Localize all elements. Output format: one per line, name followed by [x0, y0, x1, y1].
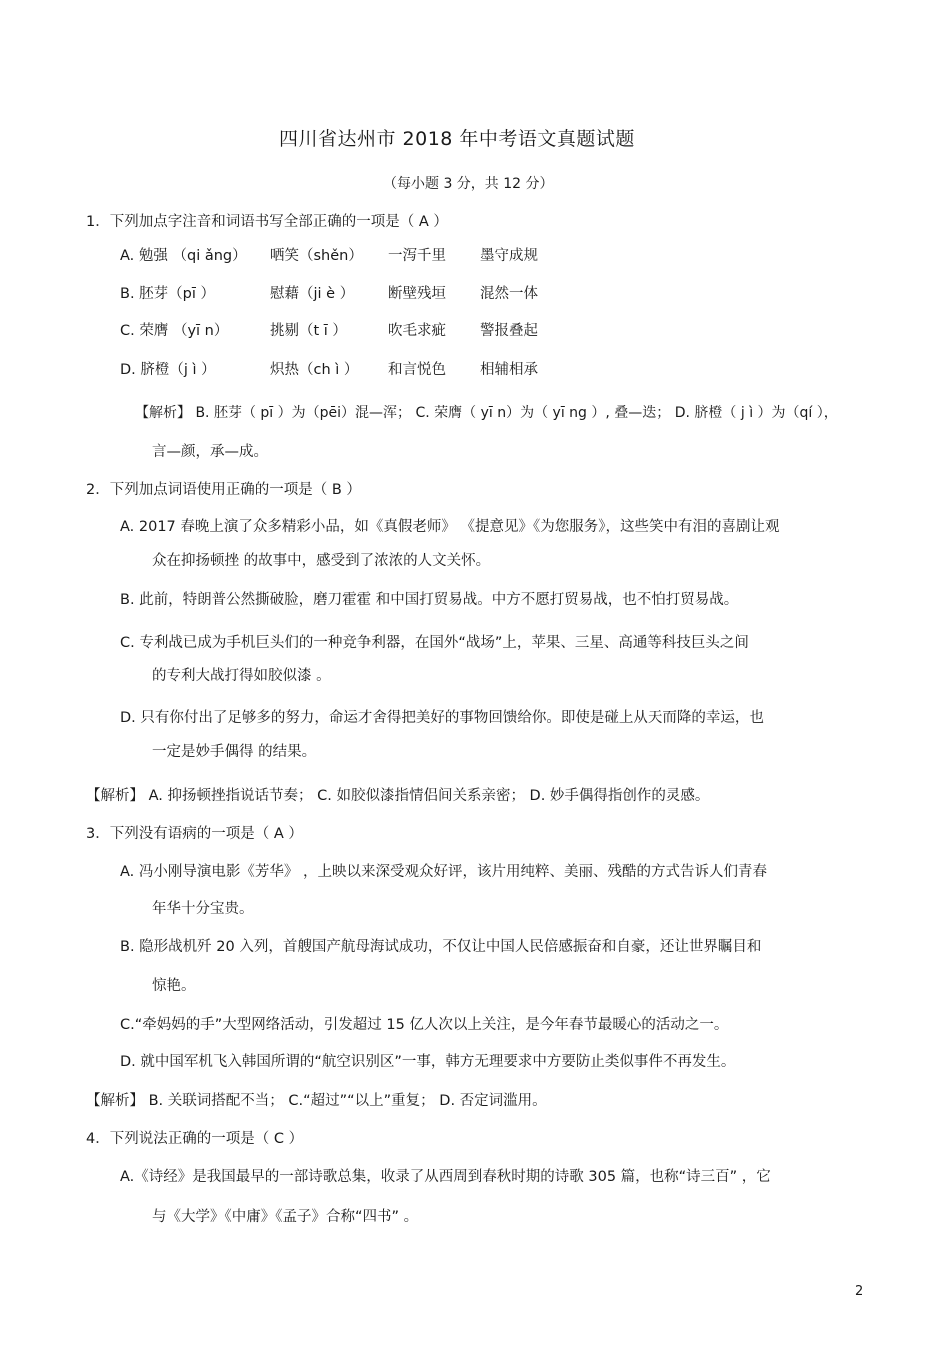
page-number: 2: [855, 1284, 864, 1299]
q2-b-line1: B. 此前，特朗普公然撕破脸，磨刀霍霍 和中国打贸易战。中方不愿打贸易战，也不怕打贸易战。: [120, 592, 739, 608]
q1-c-col3: 吹毛求疵: [388, 323, 446, 339]
document-subtitle: （每小题 3 分，共 12 分）: [383, 176, 554, 192]
q1-d-col1: D. 脐橙（j ì ）: [120, 362, 216, 378]
q2-d-line2: 一定是妙手偶得 的结果。: [152, 744, 317, 760]
q1-c-col1: C. 荣膺 （yī n）: [120, 323, 229, 339]
q3-b-line1: B. 隐形战机歼 20 入列，首艘国产航母海试成功，不仅让中国人民倍感振奋和自豪，还让世界瞩目和: [120, 939, 762, 955]
question-2-analysis: 【解析】 A. 抑扬顿挫指说话节奏； C. 如胶似漆指情侣间关系亲密； D. 妙手偶得指创作的灵感。: [86, 788, 710, 804]
q3-d-line1: D. 就中国军机飞入韩国所谓的“航空识别区”一事，韩方无理要求中方要防止类似事件不再发生。: [120, 1054, 736, 1070]
q3-c-line1: C.“牵妈妈的手”大型网络活动，引发超过 15 亿人次以上关注，是今年春节最暖心的活动之一。: [120, 1017, 729, 1033]
q1-d-col4: 相辅相承: [480, 362, 538, 378]
q1-d-col3: 和言悦色: [388, 362, 446, 378]
q4-a-line2: 与《大学》《中庸》《孟子》合称“四书” 。: [152, 1209, 419, 1225]
q3-a-line1: A. 冯小刚导演电影《芳华》 ，上映以来深受观众好评，该片用纯粹、美丽、残酷的方式告诉人们青春: [120, 864, 767, 880]
q2-d-line1: D. 只有你付出了足够多的努力，命运才舍得把美好的事物回馈给你。即使是碰上从天而降的幸运，也: [120, 710, 764, 726]
q4-a-line1: A.《诗经》是我国最早的一部诗歌总集，收录了从西周到春秋时期的诗歌 305 篇，也称“诗三百” ，它: [120, 1169, 771, 1185]
q3-a-line2: 年华十分宝贵。: [152, 901, 254, 917]
q2-a-line1: A. 2017 春晚上演了众多精彩小品，如《真假老师》 《提意见》《为您服务》，这些笑中有泪的喜剧让观: [120, 519, 780, 535]
q2-a-line2: 众在抑扬顿挫 的故事中，感受到了浓浓的人文关怀。: [152, 553, 491, 569]
question-1-analysis-line1: 【解析】 B. 胚芽（ pī ）为（pēi）混—浑； C. 荣膺（ yī n）为（ yī ng ）, 叠—迭； D. 脐橙（ j ì ）为（qí ），: [135, 405, 838, 421]
question-4-stem: 4．下列说法正确的一项是（ C ）: [86, 1131, 304, 1147]
question-3-analysis: 【解析】 B. 关联词搭配不当； C.“超过”“以上”重复； D. 否定词滥用。: [86, 1093, 547, 1109]
question-3-stem: 3．下列没有语病的一项是（ A ）: [86, 826, 303, 842]
q1-b-col1: B. 胚芽（pī ）: [120, 286, 216, 302]
q3-b-line2: 惊艳。: [152, 978, 196, 994]
q1-c-col2: 挑剔（t ī ）: [270, 323, 347, 339]
question-1-stem: 1．下列加点字注音和词语书写全部正确的一项是（ A ）: [86, 214, 448, 230]
document-title: 四川省达州市 2018 年中考语文真题试题: [279, 128, 635, 150]
q2-c-line1: C. 专利战已成为手机巨头们的一种竞争利器，在国外“战场”上，苹果、三星、高通等科技巨头之间: [120, 635, 749, 651]
q1-d-col2: 炽热（ch ì ）: [270, 362, 359, 378]
q1-a-col1: A. 勉强 （qi ǎng）: [120, 248, 247, 264]
q1-b-col4: 混然一体: [480, 286, 538, 302]
q1-a-col2: 哂笑（shěn）: [270, 248, 363, 264]
q1-a-col4: 墨守成规: [480, 248, 538, 264]
question-1-analysis-line2: 言—颜，承—成。: [152, 444, 268, 460]
q1-a-col3: 一泻千里: [388, 248, 446, 264]
question-2-stem: 2．下列加点词语使用正确的一项是（ B ）: [86, 482, 361, 498]
q1-c-col4: 警报叠起: [480, 323, 538, 339]
q2-c-line2: 的专利大战打得如胶似漆 。: [152, 668, 331, 684]
q1-b-col2: 慰藉（ji è ）: [270, 286, 355, 302]
q1-b-col3: 断壁残垣: [388, 286, 446, 302]
